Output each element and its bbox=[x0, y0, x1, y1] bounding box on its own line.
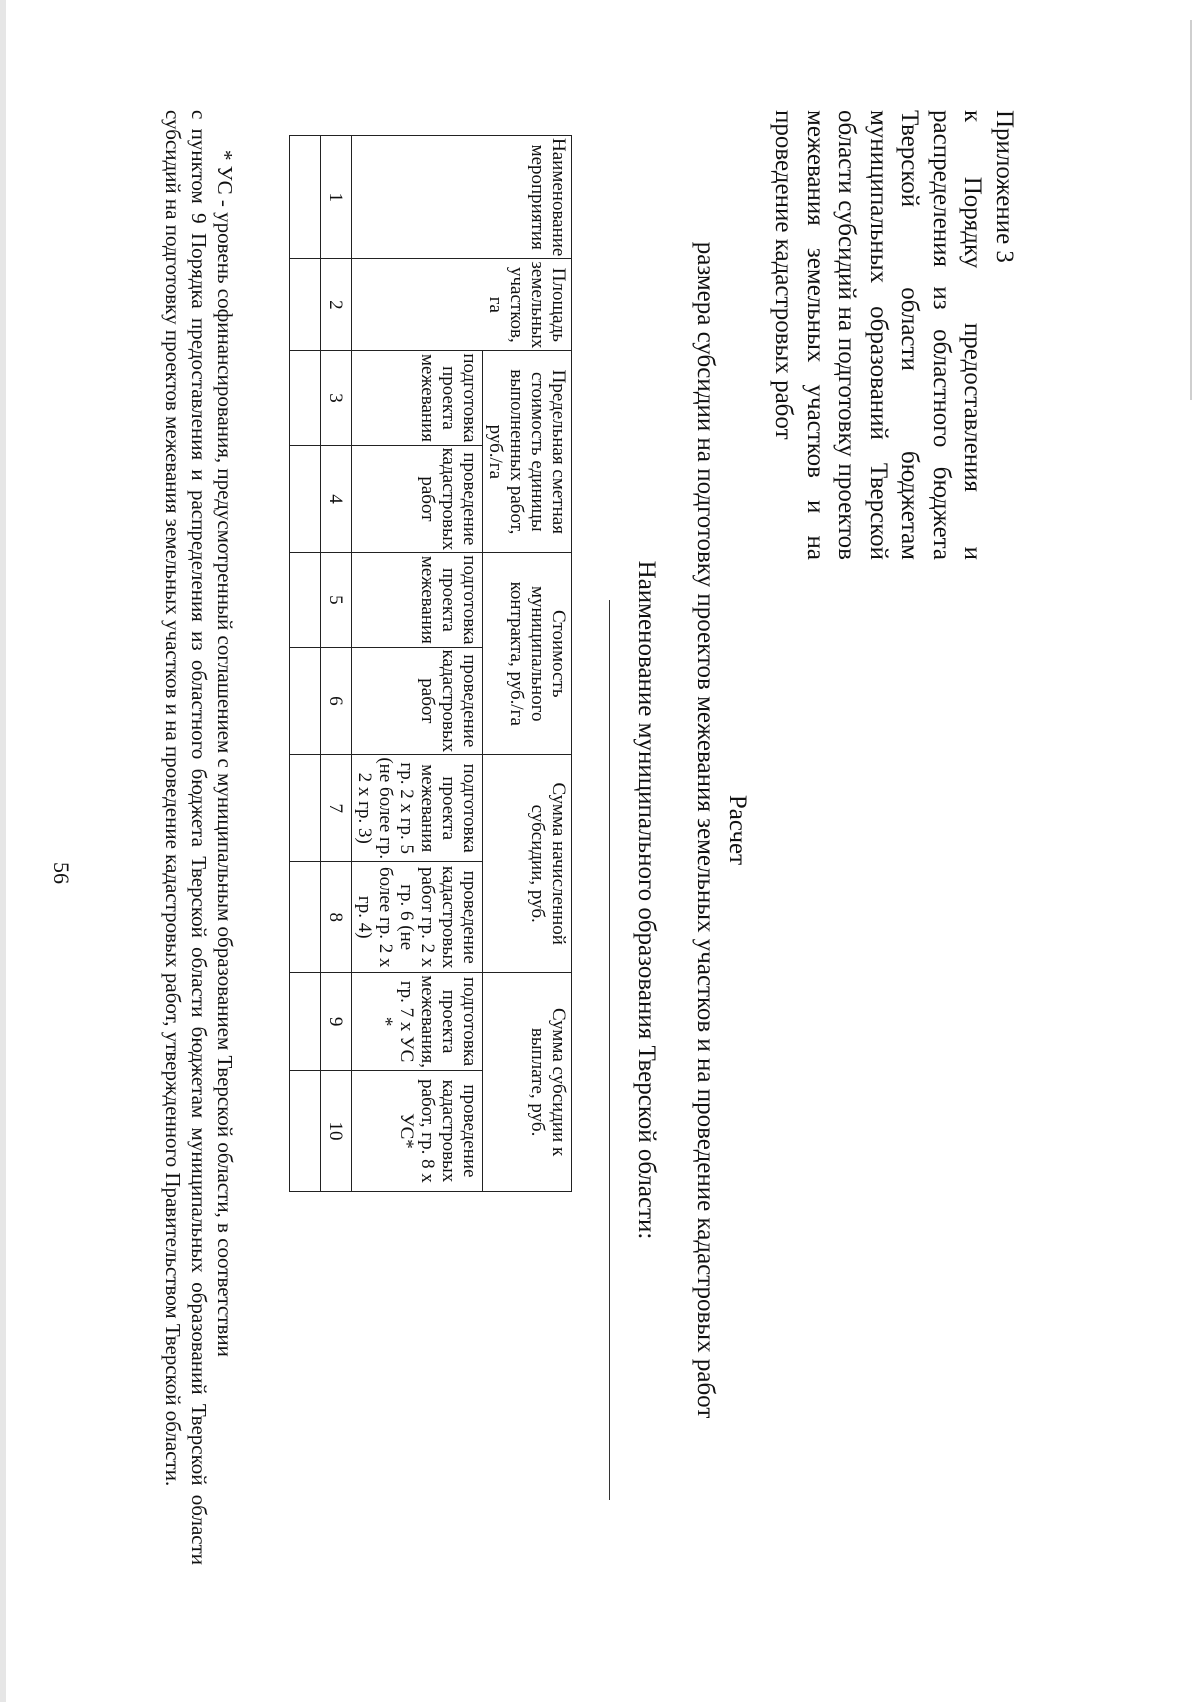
appendix-text: к Порядку предоставления и распределения из областного бюджета Тверской области бюджетам муниципальных образований Тверской области субсидий на подготовку проектов межевания земельных участков и на проведение кадастровых работ bbox=[770, 110, 987, 560]
table-cell bbox=[290, 136, 321, 259]
calculation-subtitle: размера субсидии на подготовку проектов межевания земельных участков и на проведение кадастровых работ bbox=[692, 241, 719, 1419]
footnote bbox=[160, 110, 238, 1565]
column-number: 9 bbox=[321, 973, 352, 1071]
calculation-title: Расчет bbox=[724, 794, 751, 866]
table-cell bbox=[290, 259, 321, 351]
column-number: 10 bbox=[321, 1070, 352, 1191]
header-payout-subsidy: Сумма субсидии к выплате, руб. bbox=[483, 973, 572, 1192]
column-number: 2 bbox=[321, 259, 352, 351]
table-cell bbox=[290, 973, 321, 1071]
footnote-rest: с пунктом 9 Порядка предоставления и распределения из областного бюджета Тверской области бюджетам муниципальных образований Тверской области субсидий на подготовку проектов межевания земельных участков и на проведение кадастровых работ, утвержденного Правительством Тверской области. bbox=[161, 110, 211, 1565]
subheader-c10: проведение кадастровых работ, гр. 8 х УС* bbox=[352, 1070, 483, 1191]
header-col2: Площадь земельных участков, га bbox=[352, 259, 572, 351]
table-cell bbox=[290, 1070, 321, 1191]
column-number: 4 bbox=[321, 445, 352, 553]
page-number: 56 bbox=[49, 862, 74, 884]
header-contract-cost: Стоимость муниципального контракта, руб./га bbox=[483, 553, 572, 755]
footnote-line1: * УС - уровень софинансирования, предусмотренный соглашением с муниципальным образованием Тверской области, в соответствии bbox=[213, 150, 237, 1357]
header-cost-limit: Предельная сметная стоимость единицы выполненных работ, руб./га bbox=[483, 351, 572, 553]
header-accrued-subsidy: Сумма начисленной субсидии, руб. bbox=[483, 755, 572, 973]
column-number-row bbox=[321, 136, 352, 1192]
column-number: 6 bbox=[321, 647, 352, 755]
appendix-title: Приложение 3 bbox=[991, 110, 1018, 263]
subheader-c9: подготовка проекта межевания, гр. 7 х УС * bbox=[352, 973, 483, 1071]
column-number: 7 bbox=[321, 755, 352, 862]
column-number: 3 bbox=[321, 351, 352, 445]
column-number: 5 bbox=[321, 553, 352, 647]
column-number: 1 bbox=[321, 136, 352, 259]
subheader-c6: проведение кадастровых работ bbox=[352, 647, 483, 755]
appendix-block bbox=[768, 110, 1020, 560]
table-cell bbox=[290, 445, 321, 553]
column-number: 8 bbox=[321, 862, 352, 973]
calculation-table bbox=[289, 135, 572, 1192]
municipality-fill-line bbox=[609, 600, 610, 1500]
subheader-c4: проведение кадастровых работ bbox=[352, 445, 483, 553]
subheader-c3: подготовка проекта межевания bbox=[352, 351, 483, 445]
subheader-c7: подготовка проекта межевания гр. 2 х гр. 5 (не более гр. 2 х гр. 3) bbox=[352, 755, 483, 862]
header-col1: Наименование мероприятия bbox=[352, 136, 572, 259]
table-cell bbox=[290, 862, 321, 973]
table-cell bbox=[290, 755, 321, 862]
table-cell bbox=[290, 647, 321, 755]
subheader-c8: проведение кадастровых работ гр. 2 х гр. 6 (не более гр. 2 х гр. 4) bbox=[352, 862, 483, 973]
table-cell bbox=[290, 553, 321, 647]
calculation-heading bbox=[689, 150, 753, 1510]
municipality-label: Наименование муниципального образования Тверской области: bbox=[633, 560, 660, 1240]
table-data-row bbox=[290, 136, 321, 1192]
table-cell bbox=[290, 351, 321, 445]
subheader-c5: подготовка проекта межевания bbox=[352, 553, 483, 647]
table-header-row bbox=[483, 136, 572, 1192]
